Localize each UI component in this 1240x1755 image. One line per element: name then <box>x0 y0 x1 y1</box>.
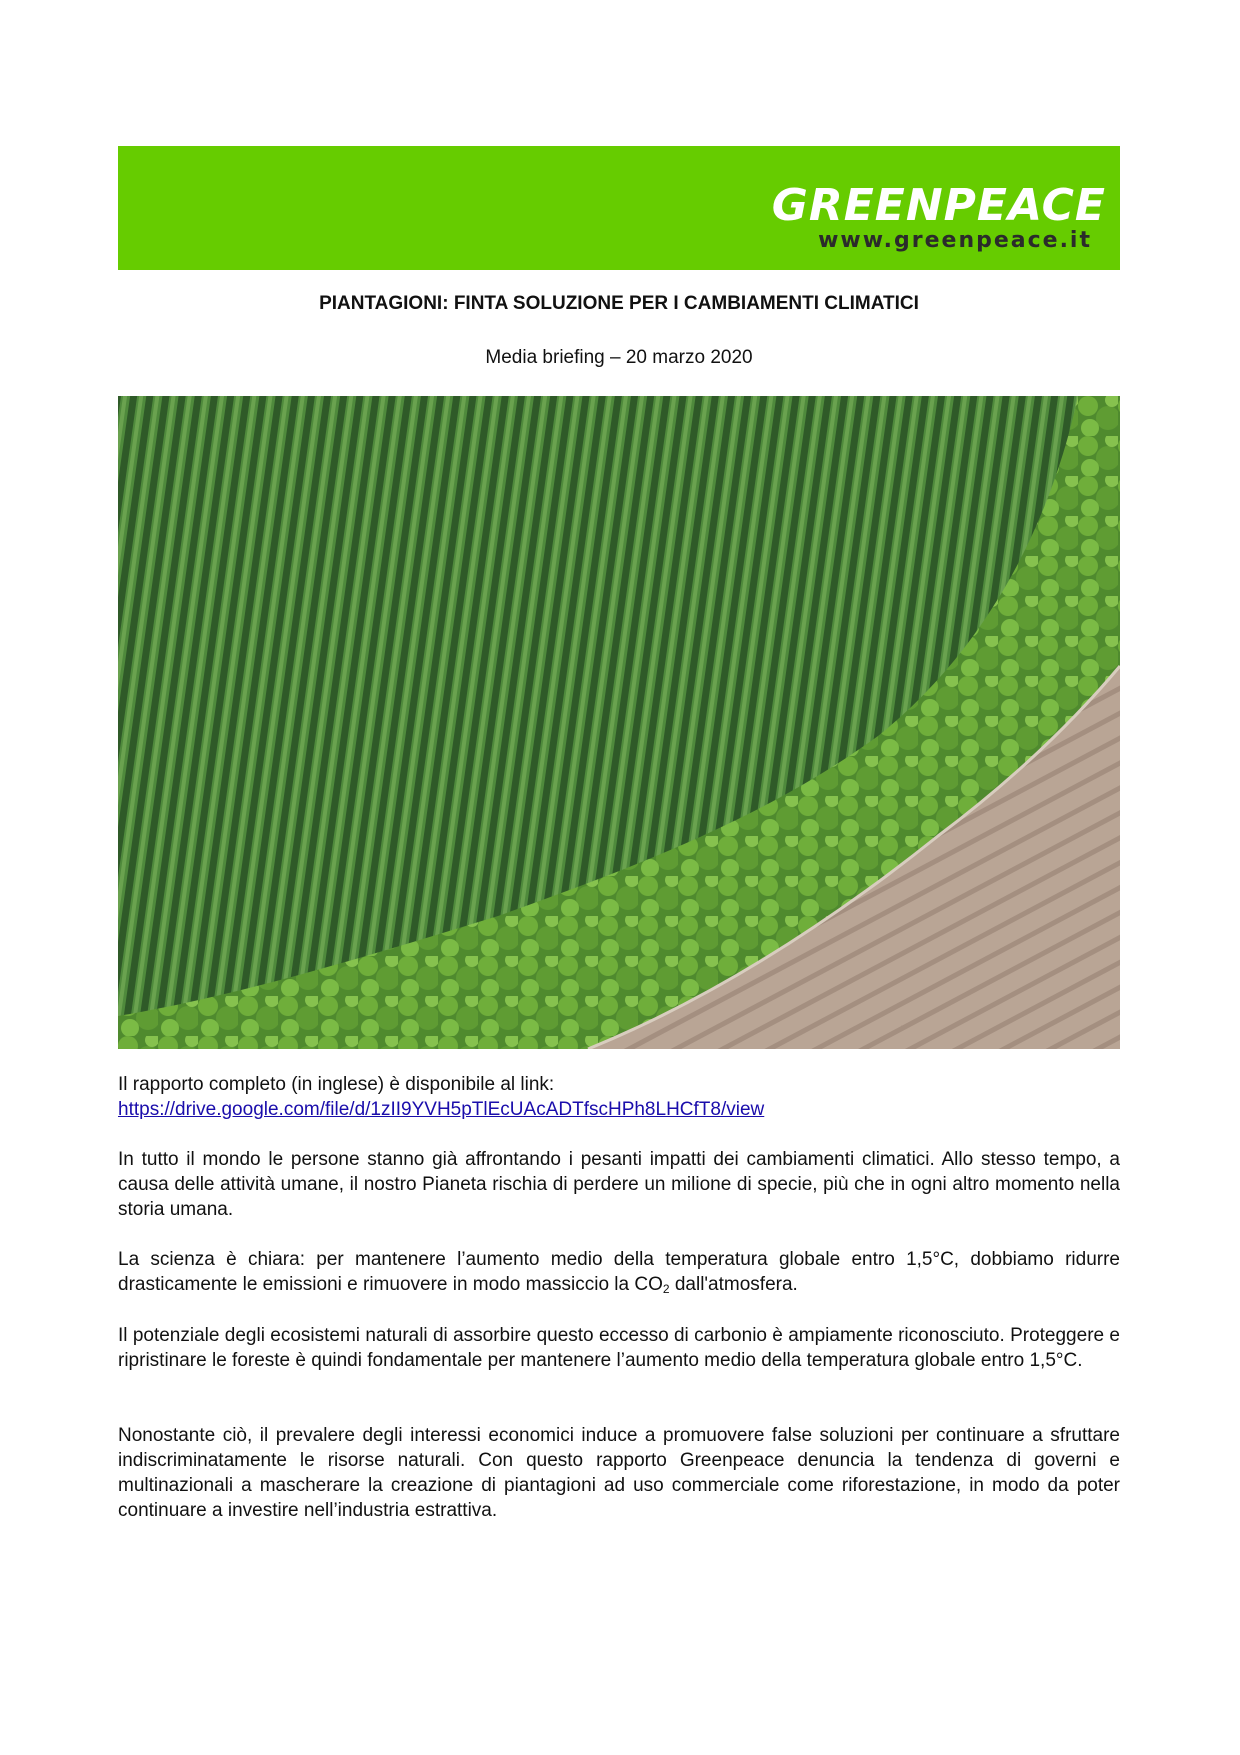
paragraph-4: Nonostante ciò, il prevalere degli interessi economici induce a promuovere false soluzioni per continuare a sfruttare indiscriminatamente le risorse naturali. Con questo rapporto Greenpeace denuncia la tendenza di governi e multinazionali a mascherare la creazione di piantagioni ad uso commerciale come riforestazione, in modo da poter continuare a investire nell’industria estrattiva. <box>118 1425 1120 1521</box>
document-subtitle: Media briefing – 20 marzo 2020 <box>485 347 753 368</box>
report-link[interactable]: https://drive.google.com/file/d/1zII9YVH5pTlEcUAcADTfscHPh8LHCfT8/view <box>118 1099 765 1120</box>
document-title: PIANTAGIONI: FINTA SOLUZIONE PER I CAMBIAMENTI CLIMATICI <box>319 293 919 314</box>
co2-subscript: 2 <box>662 1282 670 1296</box>
paragraph-2 <box>118 1247 1120 1297</box>
plantation-aerial-photo <box>118 396 1120 1049</box>
paragraph-2-text: La scienza è chiara: per mantenere l’aumento medio della temperatura globale entro 1,5°C, dobbiamo ridurre drasticamente le emissioni e rimuovere in modo massiccio la CO <box>118 1249 1120 1295</box>
greenpeace-url[interactable]: www.greenpeace.it <box>818 228 1092 253</box>
paragraph-2-tail: dall'atmosfera. <box>669 1274 798 1295</box>
greenpeace-logo: GREENPEACE <box>771 180 1106 231</box>
report-intro: Il rapporto completo (in inglese) è disponibile al link: <box>118 1074 555 1095</box>
report-link-block <box>118 1072 1120 1122</box>
paragraph-3: Il potenziale degli ecosistemi naturali di assorbire questo eccesso di carbonio è ampiamente riconosciuto. Proteggere e ripristinare le foreste è quindi fondamentale per mantenere l’aumento medio della temperatura globale entro 1,5°C. <box>118 1325 1120 1371</box>
paragraph-1: In tutto il mondo le persone stanno già affrontando i pesanti impatti dei cambiamenti climatici. Allo stesso tempo, a causa delle attività umane, il nostro Pianeta rischia di perdere un milione di specie, più che in ogni altro momento nella storia umana. <box>118 1149 1120 1220</box>
greenpeace-banner <box>118 146 1120 270</box>
